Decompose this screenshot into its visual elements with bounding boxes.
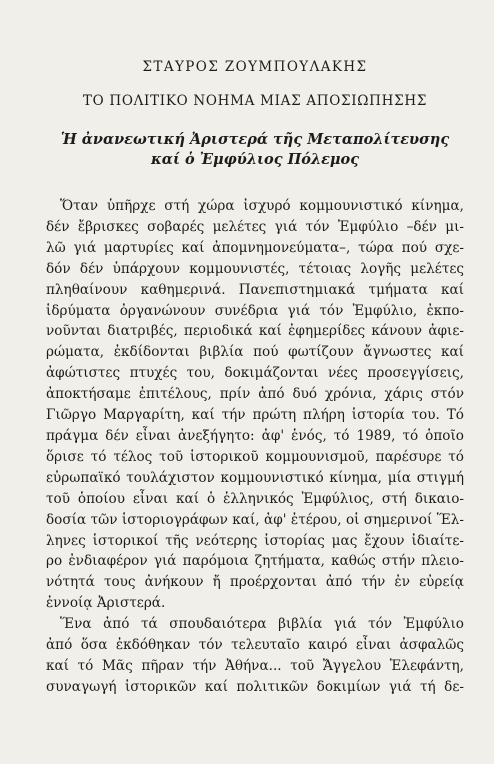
text-line: ἀποκτήσαμε ἐπιτέλους, πρίν ἀπό δυό χρόνια, χάρις στόν xyxy=(46,386,464,403)
section-title xyxy=(46,130,464,170)
text-line: νότητά τους ἀνήκουν ἤ προέρχονται ἀπό τήν ἐν εὐρείᾳ xyxy=(46,574,464,591)
paragraph-2 xyxy=(46,614,464,698)
text-line: ληνες ἱστορικοί τῆς νεότερης ἱστορίας μας ἔχουν ἰδιαίτε- xyxy=(46,532,464,549)
text-line: Γιῶργο Μαργαρίτη, καί τήν πρώτη πλήρη ἱστορία του. Τό xyxy=(46,407,464,424)
text-line: ρώματα, ἐκδίδονται βιβλία πού φωτίζουν ἄγνωστες καί xyxy=(46,344,464,361)
section-title-line: καί ὁ Ἐμφύλιος Πόλεμος xyxy=(150,151,360,168)
essay-title: ΤΟ ΠΟΛΙΤΙΚΟ ΝΟΗΜΑ ΜΙΑΣ ΑΠΟΣΙΩΠΗΣΗΣ xyxy=(82,93,428,109)
text-line: ρο ἐνδιαφέρον γιά παρόμοια ζητήματα, καθώς στήν πλειο- xyxy=(46,553,464,570)
text-line: δοσία τῶν ἱστοριογράφων καί, ἀφ' ἑτέρου, οἱ σημερινοί Ἕλ- xyxy=(46,511,464,528)
text-line: εὐρωπαϊκό τουλάχιστον κομμουνιστικό κίνημα, μία στιγμή xyxy=(46,469,464,486)
text-line: ἱδρύματα ὀργανώνουν συνέδρια γιά τόν Ἐμφύλιο, ἐκπο- xyxy=(46,302,464,319)
text-line: ἀφώτιστες πτυχές του, δοκιμάζονται νέες προσεγγίσεις, xyxy=(46,365,464,382)
text-line: καί τό Μᾶς πῆραν τήν Ἀθήνα... τοῦ Ἄγγελου Ἐλεφάντη, xyxy=(46,657,464,674)
author-name: ΣΤΑΥΡΟΣ ΖΟΥΜΠΟΥΛΑΚΗΣ xyxy=(142,59,368,75)
text-line: ὅρισε τό τέλος τοῦ ἱστορικοῦ κομμουνισμοῦ, παρέσυρε τό xyxy=(46,448,464,465)
paragraph-1 xyxy=(46,196,464,614)
text-line: Ἕνα ἀπό τά σπουδαιότερα βιβλία γιά τόν Ἐμφύλιο xyxy=(60,616,464,633)
text-line: τοῦ ὁποίου εἶναι καί ὁ ἑλληνικός Ἐμφύλιος, στή δικαιο- xyxy=(46,490,464,507)
text-line: πληθαίνουν καθημερινά. Πανεπιστημιακά τμήματα καί xyxy=(46,281,464,298)
text-line: ἀπό ὅσα ἐκδόθηκαν τόν τελευταῖο καιρό εἶναι ἀσφαλῶς xyxy=(46,637,464,654)
section-title-line: Ἡ ἀνανεωτική Ἀριστερά τῆς Μεταπολίτευσης xyxy=(60,131,450,148)
text-line: δέν ἔβρισκες σοβαρές μελέτες γιά τόν Ἐμφύλιο –δέν μι- xyxy=(46,218,464,235)
text-line: δόν δέν ὑπάρχουν κομμουνιστές, τέτοιας λογῆς μελέτες xyxy=(46,260,464,277)
text-line: συναγωγή ἱστορικῶν καί πολιτικῶν δοκιμίων γιά τή δε- xyxy=(46,678,464,695)
body-text xyxy=(46,196,464,698)
text-line: νοῦνται διατριβές, περιοδικά καί ἐφημερίδες κάνουν ἀφιε- xyxy=(46,323,464,340)
text-line: πράγμα δέν εἶναι ἀνεξήγητο: ἀφ' ἑνός, τό 1989, τό ὁποῖο xyxy=(46,427,464,444)
text-line: Ὅταν ὑπῆρχε στή χώρα ἰσχυρό κομμουνιστικό κίνημα, xyxy=(60,198,464,214)
text-line: ἐννοίᾳ Ἀριστερά. xyxy=(46,595,166,612)
text-line: λῶ γιά μαρτυρίες καί ἀπομνημονεύματα–, τώρα πού σχε- xyxy=(46,239,464,256)
